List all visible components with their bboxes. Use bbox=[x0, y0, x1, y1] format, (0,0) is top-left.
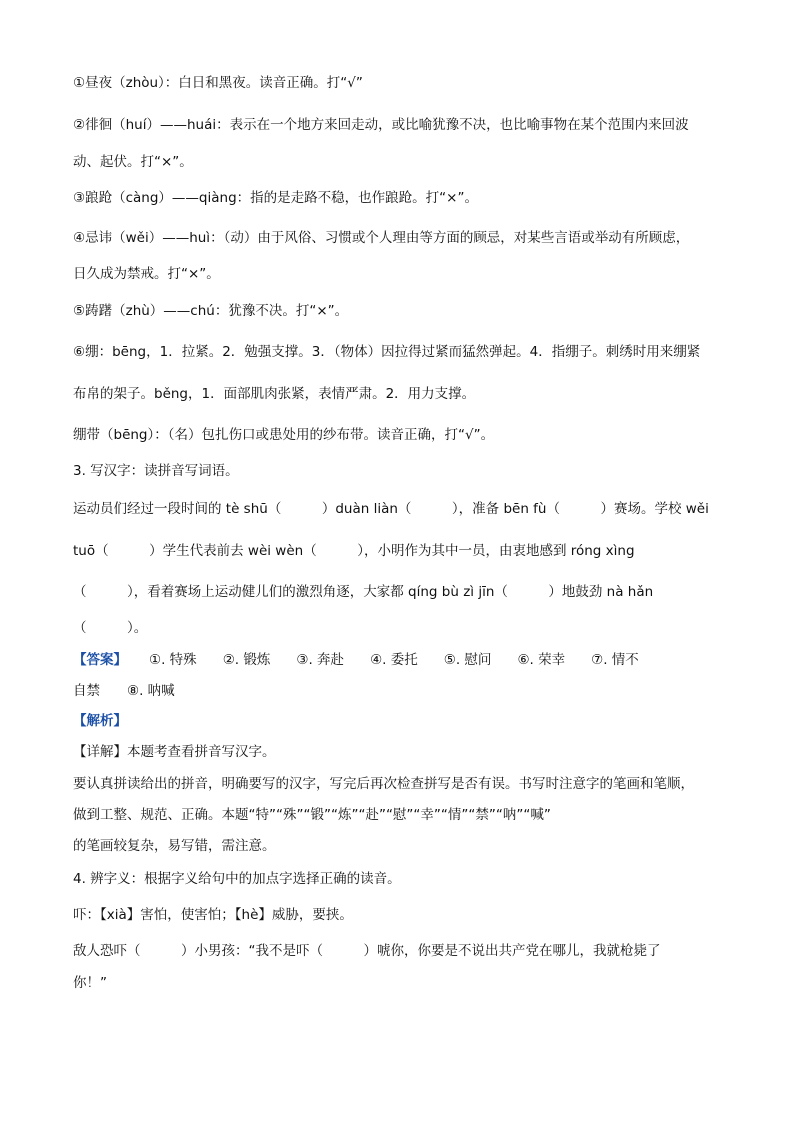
question-heading: 3. 写汉字：读拼音写词语。 bbox=[73, 463, 239, 479]
answer-item: ⑥. 荣幸 bbox=[517, 652, 566, 668]
text-line: ⑥绷：bēng，1．拉紧。2．勉强支撑。3．（物体）因拉得过紧而猛然弹起。4．指绷子。刺绣时用来绷紧 bbox=[73, 344, 701, 360]
answer-continuation: 自禁 ⑧. 呐喊 bbox=[73, 683, 175, 699]
text-line: 做到工整、规范、正确。本题“特”“殊”“锻”“炼”“赴”“慰”“幸”“情”“禁”“呐”“喊” bbox=[73, 807, 551, 823]
text-line: 绷带（bēng）：（名）包扎伤口或患处用的纱布带。读音正确，打“√”。 bbox=[73, 427, 495, 443]
text-line: ④忌讳（wěi）——huì：（动）由于风俗、习惯或个人理由等方面的顾忌，对某些言语或举动有所顾虑， bbox=[73, 230, 690, 246]
text-line: 敌人恐吓（ ）小男孩：“我不是吓（ ）唬你，你要是不说出共产党在哪儿，我就枪毙了 bbox=[73, 943, 661, 959]
detail-tag: 【详解】 bbox=[73, 744, 127, 760]
text-line: 吓：【xià】害怕，使害怕；【hè】威胁，要挟。 bbox=[73, 907, 353, 923]
answer-item: ①. 特殊 bbox=[149, 652, 197, 668]
detail-line bbox=[73, 742, 276, 762]
answer-item: ②. 锻炼 bbox=[222, 652, 271, 668]
answer-item: ⑦. 情不 bbox=[591, 652, 639, 668]
text-line: ②徘徊（huí）——huái：表示在一个地方来回走动，或比喻犹豫不决，也比喻事物在某个范围内来回波 bbox=[73, 117, 689, 133]
detail-text: 本题考查看拼音写汉字。 bbox=[127, 744, 276, 760]
text-line: ①昼夜（zhòu）：白日和黑夜。读音正确。打“√” bbox=[73, 75, 363, 91]
text-line: 要认真拼读给出的拼音，明确要写的汉字，写完后再次检查拼写是否有误。书写时注意字的笔画和笔顺， bbox=[73, 776, 694, 792]
answer-item: ④. 委托 bbox=[370, 652, 418, 668]
text-line: 日久成为禁戒。打“×”。 bbox=[73, 266, 220, 282]
text-line: 你！” bbox=[73, 975, 107, 991]
text-line: （ ）。 bbox=[73, 620, 148, 636]
text-line: 布帛的架子。běng，1．面部肌肉张紧，表情严肃。2．用力支撑。 bbox=[73, 386, 476, 402]
answer-row bbox=[73, 650, 639, 670]
analysis-tag: 【解析】 bbox=[73, 713, 127, 729]
text-line: 运动员们经过一段时间的 tè shū（ ）duàn liàn（ ），准备 bēn fù（ ）赛场。学校 wěi bbox=[73, 501, 709, 517]
answer-item: ③. 奔赴 bbox=[296, 652, 345, 668]
text-line: ③踉跄（càng）——qiàng：指的是走路不稳，也作踉跄。打“×”。 bbox=[73, 190, 478, 206]
text-line: （ ），看着赛场上运动健儿们的激烈角逐，大家都 qíng bù zì jīn（ ）地鼓劲 nà hǎn bbox=[73, 584, 654, 600]
answer-tag: 【答案】 bbox=[73, 652, 127, 668]
answer-item: ⑤. 慰问 bbox=[443, 652, 492, 668]
text-line: tuō（ ）学生代表前去 wèi wèn（ ），小明作为其中一员，由衷地感到 róng xìng bbox=[73, 543, 635, 559]
text-line: 动、起伏。打“×”。 bbox=[73, 154, 193, 170]
question-heading: 4. 辨字义：根据字义给句中的加点字选择正确的读音。 bbox=[73, 871, 401, 887]
text-line: ⑤踌躇（zhù）——chú：犹豫不决。打“×”。 bbox=[73, 303, 349, 319]
text-line: 的笔画较复杂，易写错，需注意。 bbox=[73, 838, 276, 854]
